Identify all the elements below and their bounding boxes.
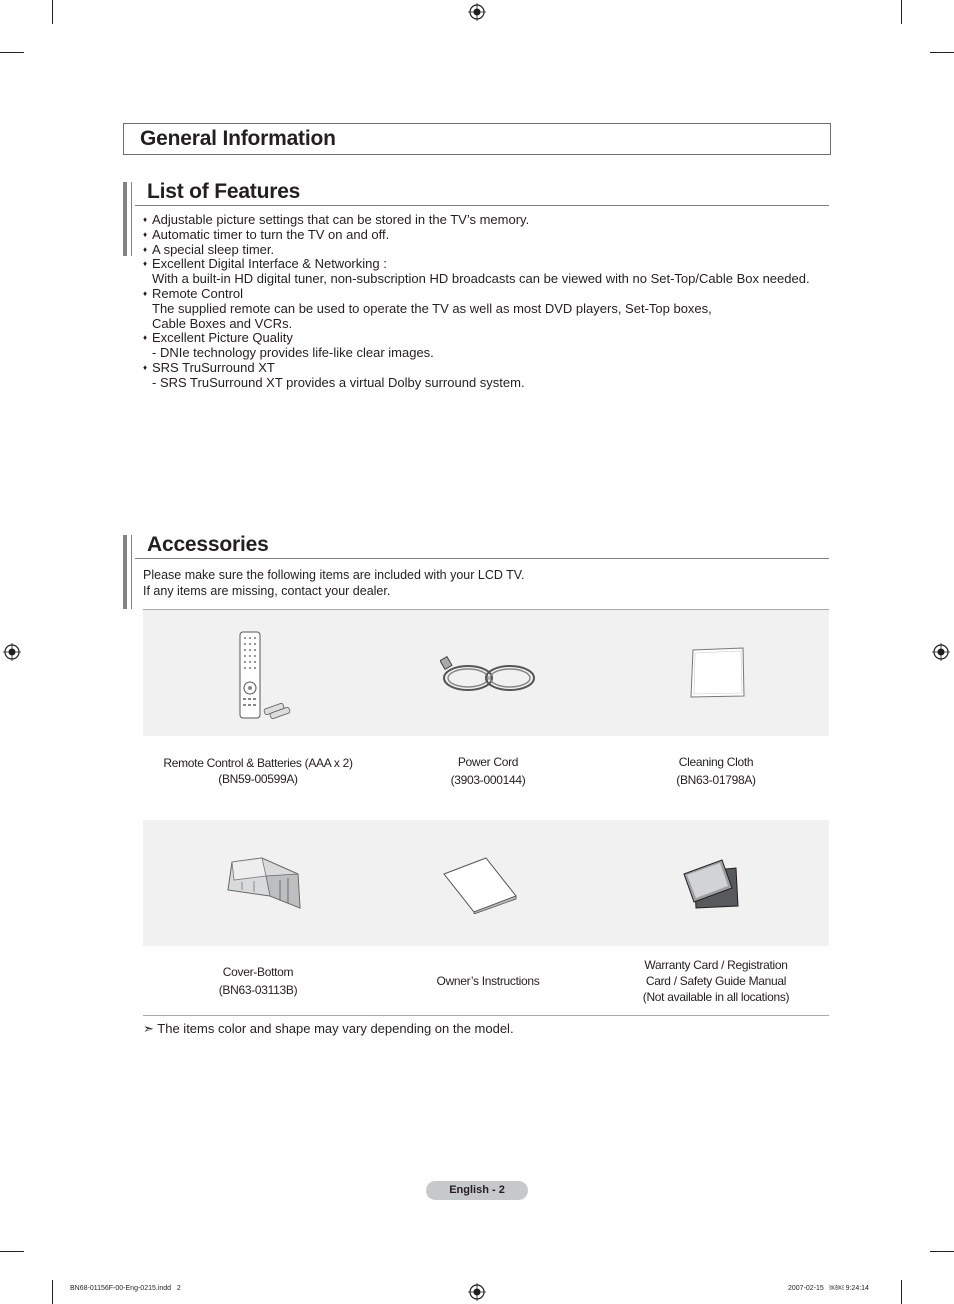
feature-text: Adjustable picture settings that can be stored in the TV’s memory. — [152, 212, 530, 227]
accessory-part-number: (BN59-00599A) — [218, 772, 298, 786]
crop-mark — [901, 0, 902, 24]
feature-text: Automatic timer to turn the TV on and off. — [152, 226, 390, 242]
intro-line: Please make sure the following items are included with your LCD TV. — [143, 568, 525, 582]
warranty-cards-icon — [682, 858, 742, 910]
accessory-part-number: (BN63-01798A) — [676, 773, 756, 787]
bullet-icon: ♦ — [143, 333, 148, 343]
note-arrow-icon: ➣ — [143, 1021, 154, 1036]
accessory-name: Card / Safety Guide Manual — [645, 974, 787, 988]
accessory-name: Cover-Bottom — [222, 965, 294, 979]
file-slug: BN68-01156F-00-Eng-0215.indd 2 — [70, 1285, 181, 1292]
crop-mark — [930, 52, 954, 53]
registration-mark-icon — [932, 643, 950, 661]
accessory-caption — [143, 755, 373, 787]
subheading-bar — [123, 182, 127, 256]
feature-item — [143, 243, 833, 258]
accessory-name: Power Cord — [457, 755, 519, 769]
table-bottom-rule — [143, 1015, 829, 1016]
subheading-bar — [131, 535, 132, 609]
bullet-icon: ♦ — [143, 288, 148, 298]
bullet-icon: ♦ — [143, 229, 148, 239]
crop-mark — [52, 1280, 53, 1304]
feature-text: A special sleep timer. — [152, 241, 275, 257]
feature-text: Excellent Digital Interface & Networking : — [152, 256, 387, 272]
note-text: The items color and shape may vary depending on the model. — [157, 1021, 514, 1036]
accessory-part-number: (3903-000144) — [450, 773, 526, 787]
registration-mark-icon — [468, 3, 486, 21]
feature-item — [143, 257, 833, 287]
feature-detail: Cable Boxes and VCRs. — [152, 315, 293, 331]
date-slug: 2007-02-15 ￼￼ 9:24:14 — [788, 1285, 869, 1292]
crop-mark — [930, 1251, 954, 1252]
subheading-bar — [123, 535, 127, 609]
bullet-icon: ♦ — [143, 215, 148, 224]
feature-detail: - DNIe technology provides life-like clear images. — [152, 345, 434, 361]
accessory-caption — [373, 973, 603, 989]
accessory-name: Remote Control & Batteries (AAA x 2) — [163, 756, 353, 770]
bullet-icon: ♦ — [143, 362, 148, 372]
accessory-caption — [143, 964, 373, 998]
feature-item — [143, 331, 833, 361]
feature-text: Remote Control — [152, 285, 244, 301]
feature-item — [143, 361, 833, 391]
feature-detail: The supplied remote can be used to operate the TV as well as most DVD players, Set-Top boxes, — [152, 300, 712, 316]
feature-detail: - SRS TruSurround XT provides a virtual Dolby surround system. — [152, 374, 525, 390]
bullet-icon: ♦ — [143, 244, 148, 254]
accessories-intro — [143, 567, 524, 599]
feature-detail: With a built-in HD digital tuner, non-subscription HD broadcasts can be viewed with no Set-Top/Cable Box needed. — [152, 271, 810, 287]
accessory-availability: (Not available in all locations) — [642, 990, 790, 1004]
feature-item — [143, 287, 833, 331]
crop-mark — [0, 1251, 24, 1252]
features-rule — [135, 205, 829, 206]
bullet-icon: ♦ — [143, 259, 148, 269]
cover-bottom-icon — [222, 856, 304, 912]
features-list — [143, 213, 833, 391]
accessory-name: Owner’s Instructions — [436, 974, 540, 988]
accessories-rule — [135, 558, 829, 559]
section-header — [123, 123, 831, 155]
accessory-part-number: (BN63-03113B) — [218, 983, 298, 997]
accessory-name: Cleaning Cloth — [678, 755, 754, 769]
feature-item — [143, 213, 833, 228]
manual-icon — [442, 856, 518, 914]
crop-mark — [0, 52, 24, 53]
intro-line: If any items are missing, contact your dealer. — [143, 584, 391, 598]
registration-mark-icon — [3, 643, 21, 661]
accessories-title: Accessories — [147, 533, 269, 556]
accessory-caption — [601, 754, 831, 788]
accessories-note — [143, 1021, 514, 1037]
crop-mark — [901, 1280, 902, 1304]
accessory-caption — [373, 754, 603, 788]
registration-mark-icon — [468, 1283, 486, 1301]
accessory-caption — [601, 957, 831, 1005]
remote-control-icon — [232, 630, 294, 722]
power-cord-icon — [440, 656, 540, 698]
cleaning-cloth-icon — [688, 646, 748, 700]
crop-mark — [52, 0, 53, 24]
subheading-bar — [131, 182, 132, 256]
feature-text: Excellent Picture Quality — [152, 330, 293, 346]
page-number: English - 2 — [426, 1181, 528, 1200]
features-title: List of Features — [147, 180, 301, 203]
feature-item — [143, 228, 833, 243]
accessory-name: Warranty Card / Registration — [644, 958, 788, 972]
section-title: General Information — [140, 127, 336, 150]
feature-text: SRS TruSurround XT — [152, 359, 275, 375]
